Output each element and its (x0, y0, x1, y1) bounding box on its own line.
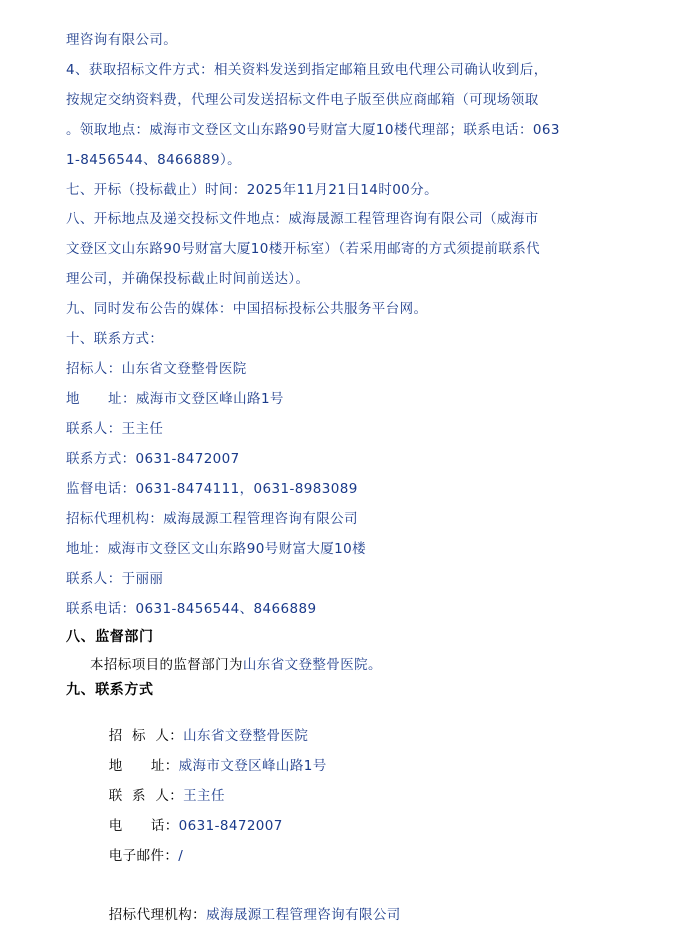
contact-label: 联 系 人： (108, 788, 184, 804)
paragraph-line: 文登区文山东路90号财富大厦10楼开标室）（若采用邮寄的方式须提前联系代 (66, 241, 541, 257)
section-heading: 九、联系方式 (66, 682, 154, 698)
contact-value: 王主任 (183, 788, 225, 804)
media-notice: 九、同时发布公告的媒体：中国招标投标公共服务平台网。 (66, 301, 428, 317)
paragraph-line: 理公司，并确保投标截止时间前送达）。 (66, 271, 310, 287)
agency-label: 招标代理机构： (108, 907, 207, 923)
contact-label: 招 标 人： (108, 728, 184, 744)
contact-row (90, 828, 183, 880)
contact-line: 地址：威海市文登区文山东路90号财富大厦10楼 (66, 541, 367, 557)
paragraph-line: 理咨询有限公司。 (66, 32, 178, 48)
agency-value: 威海晟源工程管理咨询有限公司 (206, 907, 401, 923)
contact-line: 地 址：威海市文登区峰山路1号 (66, 391, 284, 407)
supervision-paragraph (90, 653, 382, 673)
paragraph-line: 1-8456544、8466889）。 (66, 152, 242, 168)
contact-label: 电子邮件： (108, 848, 179, 864)
supervision-prefix: 本招标项目的监督部门为 (90, 657, 243, 673)
contact-heading: 十、联系方式： (66, 331, 164, 347)
contact-label: 地 址： (108, 758, 179, 774)
contact-line: 联系电话：0631-8456544、8466889 (66, 601, 317, 617)
contact-label: 电 话： (108, 818, 179, 834)
bid-opening-time: 七、开标（投标截止）时间：2025年11月21日14时00分。 (66, 182, 438, 198)
contact-line: 监督电话：0631-8474111，0631-8983089 (66, 481, 358, 497)
contact-line: 联系方式：0631-8472007 (66, 451, 240, 467)
agency-row (90, 887, 401, 939)
contact-value: 0631-8472007 (178, 818, 283, 834)
contact-line: 招标人：山东省文登整骨医院 (66, 361, 247, 377)
supervision-value: 山东省文登整骨医院。 (242, 657, 382, 673)
paragraph-line: 八、开标地点及递交投标文件地点：威海晟源工程管理咨询有限公司（威海市 (66, 211, 539, 227)
paragraph-line: 按规定交纳资料费，代理公司发送招标文件电子版至供应商邮箱（可现场领取 (66, 92, 539, 108)
contact-line: 联系人：于丽丽 (66, 571, 164, 587)
paragraph-line: 。领取地点：威海市文登区文山东路90号财富大厦10楼代理部；联系电话：063 (66, 122, 560, 138)
contact-value: / (178, 848, 184, 864)
contact-value: 威海市文登区峰山路1号 (178, 758, 327, 774)
contact-line: 联系人：王主任 (66, 421, 164, 437)
paragraph-line: 4、获取招标文件方式：相关资料发送到指定邮箱且致电代理公司确认收到后， (66, 62, 548, 78)
contact-value: 山东省文登整骨医院 (183, 728, 309, 744)
section-heading: 八、监督部门 (66, 629, 154, 645)
contact-line: 招标代理机构：威海晟源工程管理咨询有限公司 (66, 511, 358, 527)
